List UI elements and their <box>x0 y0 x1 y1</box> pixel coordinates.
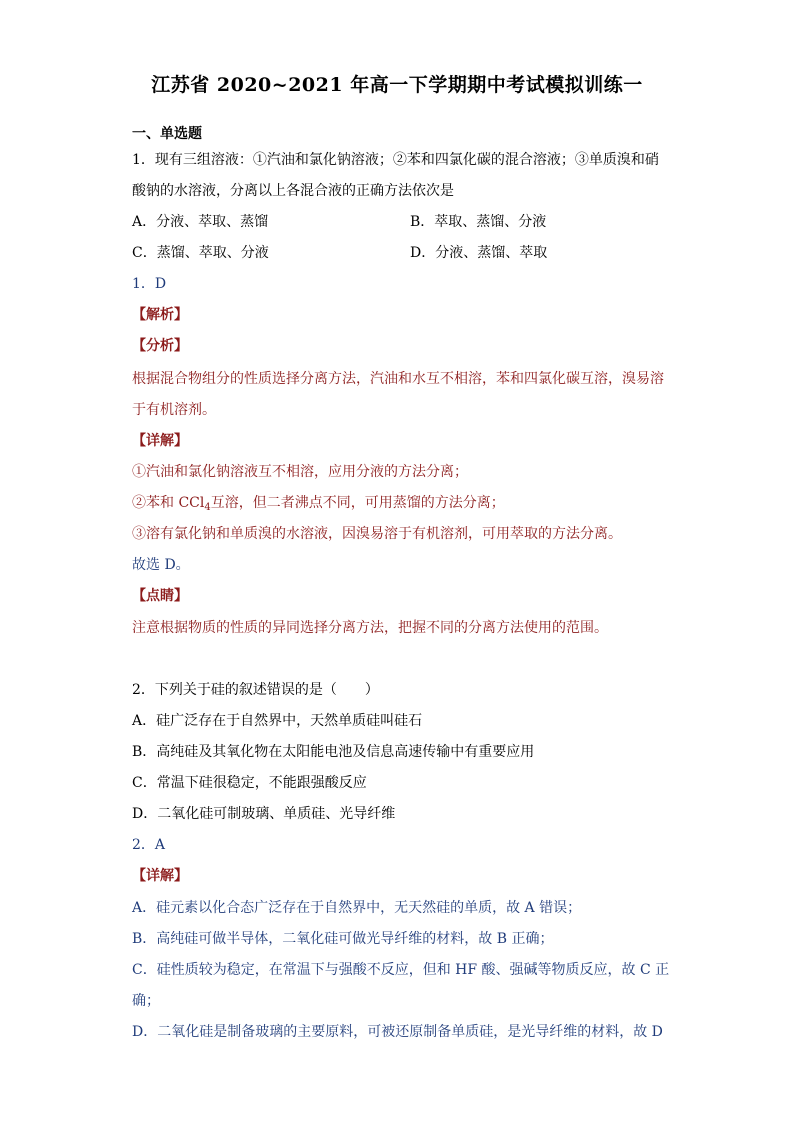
q2-answer: 2．A <box>132 837 166 853</box>
q1-fenxi-line1: 根据混合物组分的性质选择分离方法，汽油和水互不相溶，苯和四氯化碳互溶，溴易溶 <box>132 371 664 387</box>
q1-xiangjie-heading: 【详解】 <box>132 433 188 449</box>
q2-option-b: B．高纯硅及其氧化物在太阳能电池及信息高速传输中有重要应用 <box>132 744 535 760</box>
q2-xiangjie-heading: 【详解】 <box>132 868 188 884</box>
q1-detail-1: ①汽油和氯化钠溶液互不相溶，应用分液的方法分离； <box>132 464 468 480</box>
q2-detail-b: B．高纯硅可做半导体，二氧化硅可做光导纤维的材料，故 B 正确； <box>132 931 554 947</box>
q2-detail-c-line2: 确； <box>132 993 160 1009</box>
q1-option-b: B．萃取、蒸馏、分液 <box>410 214 547 230</box>
q2-detail-d: D．二氧化硅是制备玻璃的主要原料，可被还原制备单质硅，是光导纤维的材料，故 D <box>132 1024 663 1040</box>
q1-detail-2: ②苯和 CCl$_4$互溶，但二者沸点不同，可用蒸馏的方法分离； <box>132 495 505 513</box>
q1-stem-line2: 酸钠的水溶液，分离以上各混合液的正确方法依次是 <box>132 183 454 199</box>
q1-option-a: A．分液、萃取、蒸馏 <box>132 214 269 230</box>
q1-stem-line1: 1．现有三组溶液：①汽油和氯化钠溶液；②苯和四氯化碳的混合溶液；③单质溴和硝 <box>132 152 659 168</box>
q1-fenxi-line2: 于有机溶剂。 <box>132 402 216 418</box>
q1-conclusion: 故选 D。 <box>132 557 190 573</box>
q1-option-c: C．蒸馏、萃取、分液 <box>132 245 269 261</box>
q1-answer: 1．D <box>132 276 167 292</box>
q2-option-a: A．硅广泛存在于自然界中，天然单质硅叫硅石 <box>132 713 423 729</box>
q1-detail-3: ③溶有氯化钠和单质溴的水溶液，因溴易溶于有机溶剂，可用萃取的方法分离。 <box>132 526 622 542</box>
q2-detail-c-line1: C．硅性质较为稳定，在常温下与强酸不反应，但和 HF 酸、强碱等物质反应，故 C 正 <box>132 962 670 978</box>
q1-option-d: D．分液、蒸馏、萃取 <box>410 245 548 261</box>
q1-dianjing-text: 注意根据物质的性质的异同选择分离方法，把握不同的分离方法使用的范围。 <box>132 620 608 636</box>
q2-stem: 2．下列关于硅的叙述错误的是（ ） <box>132 682 379 698</box>
q1-jiexi-heading: 【解析】 <box>132 307 188 323</box>
q2-option-c: C．常温下硅很稳定，不能跟强酸反应 <box>132 775 367 791</box>
page-title: 江苏省 2020~2021 年高一下学期期中考试模拟训练一 <box>151 74 643 96</box>
q1-dianjing-heading: 【点睛】 <box>132 588 188 604</box>
q2-detail-a: A．硅元素以化合态广泛存在于自然界中，无天然硅的单质，故 A 错误； <box>132 900 582 916</box>
q2-option-d: D．二氧化硅可制玻璃、单质硅、光导纤维 <box>132 806 396 822</box>
section-heading: 一、单选题 <box>132 126 202 142</box>
q1-fenxi-heading: 【分析】 <box>132 338 188 354</box>
